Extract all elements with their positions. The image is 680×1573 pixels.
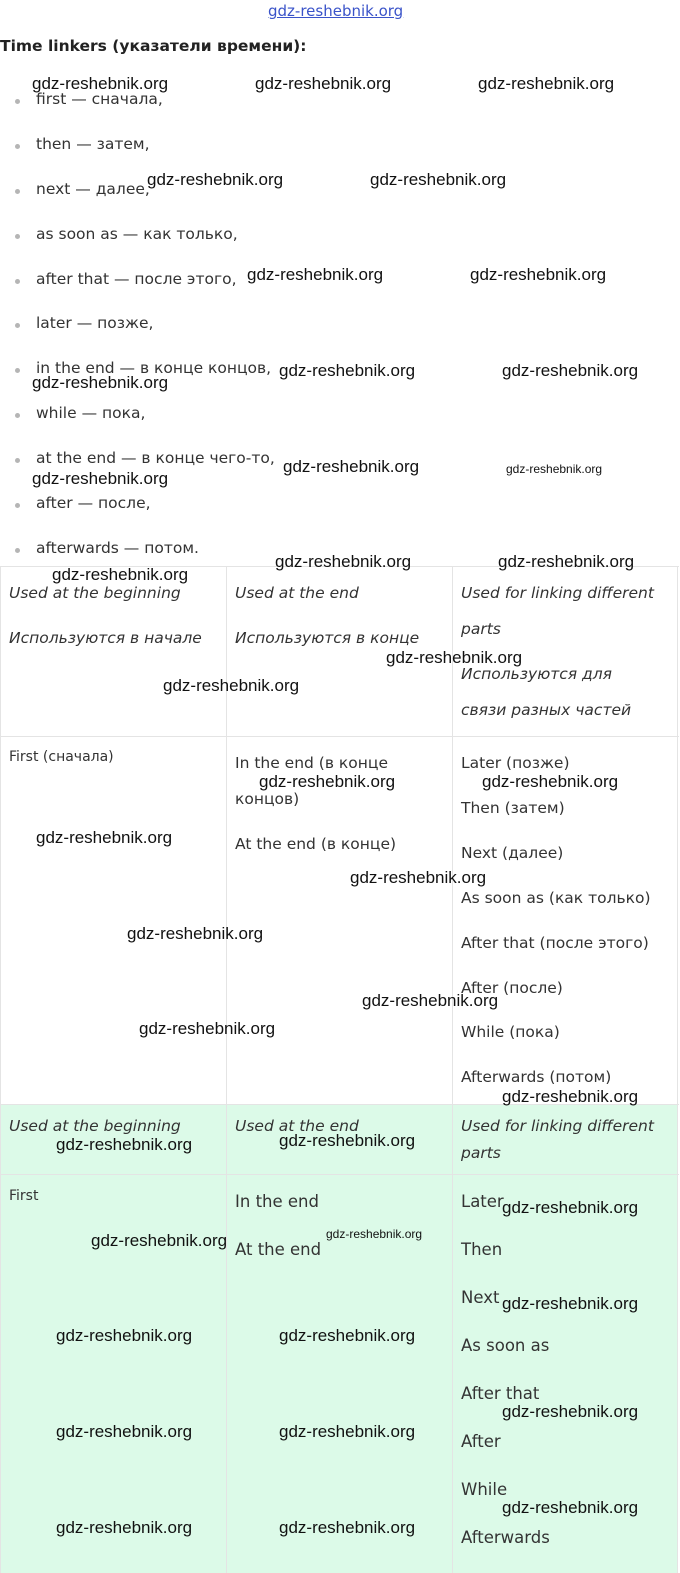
list-item bbox=[36, 135, 150, 153]
table-cell-text: After bbox=[461, 1432, 501, 1451]
table-header-row bbox=[1, 1104, 679, 1174]
watermark-text: gdz-reshebnik.org bbox=[275, 552, 412, 571]
table-cell-text: While bbox=[461, 1480, 508, 1499]
table-cell-text: Afterwards (потом) bbox=[461, 1068, 612, 1086]
table-cell-text: After (после) bbox=[461, 979, 563, 997]
list-item bbox=[36, 180, 150, 198]
header-cell-text: Используются для bbox=[461, 665, 612, 683]
table-cell-text: After that (после этого) bbox=[461, 934, 649, 952]
list-item-text: as soon as — как только, bbox=[36, 225, 238, 243]
table-cell-text: концов) bbox=[235, 790, 300, 808]
header-cell-text: Используются в конце bbox=[235, 629, 420, 647]
watermark-text: gdz-reshebnik.org bbox=[502, 1087, 639, 1106]
list-item-text: afterwards — потом. bbox=[36, 539, 199, 557]
table-cell-text: At the end bbox=[235, 1240, 322, 1259]
table-cell-text: Afterwards bbox=[461, 1528, 550, 1547]
bullet-icon bbox=[15, 368, 20, 373]
table-cell-text: Then bbox=[461, 1240, 503, 1259]
list-item-text: after — после, bbox=[36, 494, 151, 512]
watermark-text: gdz-reshebnik.org bbox=[279, 1326, 416, 1345]
table-cell-text: First bbox=[9, 1188, 39, 1204]
watermark-text: gdz-reshebnik.org bbox=[502, 1294, 639, 1313]
watermark-text: gdz-reshebnik.org bbox=[370, 170, 507, 189]
header-cell-text: Used at the beginning bbox=[9, 584, 181, 602]
bullet-icon bbox=[15, 548, 20, 553]
list-item bbox=[36, 494, 151, 512]
watermark-text: gdz-reshebnik.org bbox=[502, 1402, 639, 1421]
watermark-text: gdz-reshebnik.org bbox=[478, 74, 615, 93]
watermark-text: gdz-reshebnik.org bbox=[279, 1422, 416, 1441]
table-cell-text: First (сначала) bbox=[9, 749, 114, 765]
header-cell-text: Used for linking different bbox=[461, 584, 654, 602]
table-cell-text: In the end (в конце bbox=[235, 754, 388, 772]
watermark-text: gdz-reshebnik.org bbox=[386, 648, 523, 667]
watermark-text: gdz-reshebnik.org bbox=[127, 924, 264, 943]
list-item bbox=[36, 449, 275, 467]
list-item bbox=[36, 539, 199, 557]
list-item-text: while — пока, bbox=[36, 404, 146, 422]
table-cell-text: While (пока) bbox=[461, 1023, 560, 1041]
list-item-text: at the end — в конце чего-то, bbox=[36, 449, 275, 467]
watermark-text: gdz-reshebnik.org bbox=[498, 552, 635, 571]
table-row bbox=[1, 736, 679, 1104]
list-item bbox=[36, 225, 238, 243]
list-item-text: after that — после этого, bbox=[36, 270, 237, 288]
watermark-text: gdz-reshebnik.org bbox=[163, 676, 300, 695]
watermark-text: gdz-reshebnik.org bbox=[36, 828, 173, 847]
bullet-icon bbox=[15, 144, 20, 149]
watermark-text: gdz-reshebnik.org bbox=[139, 1019, 276, 1038]
table-cell-text: Next bbox=[461, 1288, 500, 1307]
table-cell-text: Next (далее) bbox=[461, 844, 564, 862]
table-cell-text: After that bbox=[461, 1384, 540, 1403]
watermark-text: gdz-reshebnik.org bbox=[147, 170, 284, 189]
list-item-text: next — далее, bbox=[36, 180, 150, 198]
watermark-text: gdz-reshebnik.org bbox=[326, 1227, 423, 1241]
header-cell-text: Used at the end bbox=[235, 1117, 359, 1135]
table-cell-text: Then (затем) bbox=[461, 799, 565, 817]
watermark-text: gdz-reshebnik.org bbox=[56, 1326, 193, 1345]
bullet-icon bbox=[15, 413, 20, 418]
table-header-row bbox=[1, 566, 679, 736]
list-item-text: later — позже, bbox=[36, 314, 154, 332]
watermark-text: gdz-reshebnik.org bbox=[502, 1198, 639, 1217]
table-row bbox=[1, 1174, 679, 1573]
watermark-text: gdz-reshebnik.org bbox=[32, 74, 169, 93]
list-item bbox=[36, 359, 271, 377]
watermark-text: gdz-reshebnik.org bbox=[56, 1135, 193, 1154]
watermark-text: gdz-reshebnik.org bbox=[279, 361, 416, 380]
bullet-icon bbox=[15, 458, 20, 463]
watermark-text: gdz-reshebnik.org bbox=[255, 74, 392, 93]
watermark-text: gdz-reshebnik.org bbox=[470, 265, 607, 284]
table-cell-text: Later bbox=[461, 1192, 504, 1211]
page-heading: Time linkers (указатели времени): bbox=[0, 37, 307, 55]
bullet-icon bbox=[15, 503, 20, 508]
list-item bbox=[36, 90, 163, 108]
site-link[interactable]: gdz-reshebnik.org bbox=[268, 2, 404, 20]
list-item-text: then — затем, bbox=[36, 135, 150, 153]
header-cell-text: Used for linking different bbox=[461, 1117, 654, 1135]
watermark-text: gdz-reshebnik.org bbox=[279, 1518, 416, 1537]
table-cell-text: As soon as (как только) bbox=[461, 889, 651, 907]
bullet-icon bbox=[15, 279, 20, 284]
list-item-text: first — сначала, bbox=[36, 90, 163, 108]
table-cell-text: Later (позже) bbox=[461, 754, 570, 772]
header-cell-text: Используются в начале bbox=[9, 629, 202, 647]
linkers-table-translated bbox=[0, 566, 678, 1104]
bullet-icon bbox=[15, 99, 20, 104]
watermark-text: gdz-reshebnik.org bbox=[56, 1518, 193, 1537]
list-item-text: in the end — в конце концов, bbox=[36, 359, 272, 377]
header-cell-text: parts bbox=[461, 1144, 501, 1162]
table-cell-text: At the end (в конце) bbox=[235, 835, 397, 853]
watermark-text: gdz-reshebnik.org bbox=[247, 265, 384, 284]
table-cell-text: As soon as bbox=[461, 1336, 550, 1355]
watermark-text: gdz-reshebnik.org bbox=[52, 565, 189, 584]
bullet-icon bbox=[15, 323, 20, 328]
header-cell-text: Used at the beginning bbox=[9, 1117, 181, 1135]
table-cell-text: In the end bbox=[235, 1192, 319, 1211]
watermark-text: gdz-reshebnik.org bbox=[502, 361, 639, 380]
bullet-icon bbox=[15, 234, 20, 239]
watermark-text: gdz-reshebnik.org bbox=[259, 772, 396, 791]
header-cell-text: Used at the end bbox=[235, 584, 359, 602]
watermark-text: gdz-reshebnik.org bbox=[91, 1231, 228, 1250]
header-cell-text: связи разных частей bbox=[461, 701, 632, 719]
watermark-text: gdz-reshebnik.org bbox=[32, 373, 169, 392]
watermark-text: gdz-reshebnik.org bbox=[506, 462, 603, 476]
watermark-text: gdz-reshebnik.org bbox=[502, 1498, 639, 1517]
watermark-text: gdz-reshebnik.org bbox=[482, 772, 619, 791]
list-item bbox=[36, 270, 237, 288]
list-item bbox=[36, 404, 145, 422]
watermark-text: gdz-reshebnik.org bbox=[362, 991, 499, 1010]
watermark-text: gdz-reshebnik.org bbox=[283, 457, 420, 476]
watermark-text: gdz-reshebnik.org bbox=[350, 868, 487, 887]
watermark-text: gdz-reshebnik.org bbox=[32, 469, 169, 488]
list-item bbox=[36, 314, 153, 332]
watermark-text: gdz-reshebnik.org bbox=[279, 1131, 416, 1150]
header-cell-text: parts bbox=[461, 620, 501, 638]
bullet-icon bbox=[15, 189, 20, 194]
linkers-table-english bbox=[0, 1104, 678, 1573]
watermark-text: gdz-reshebnik.org bbox=[56, 1422, 193, 1441]
